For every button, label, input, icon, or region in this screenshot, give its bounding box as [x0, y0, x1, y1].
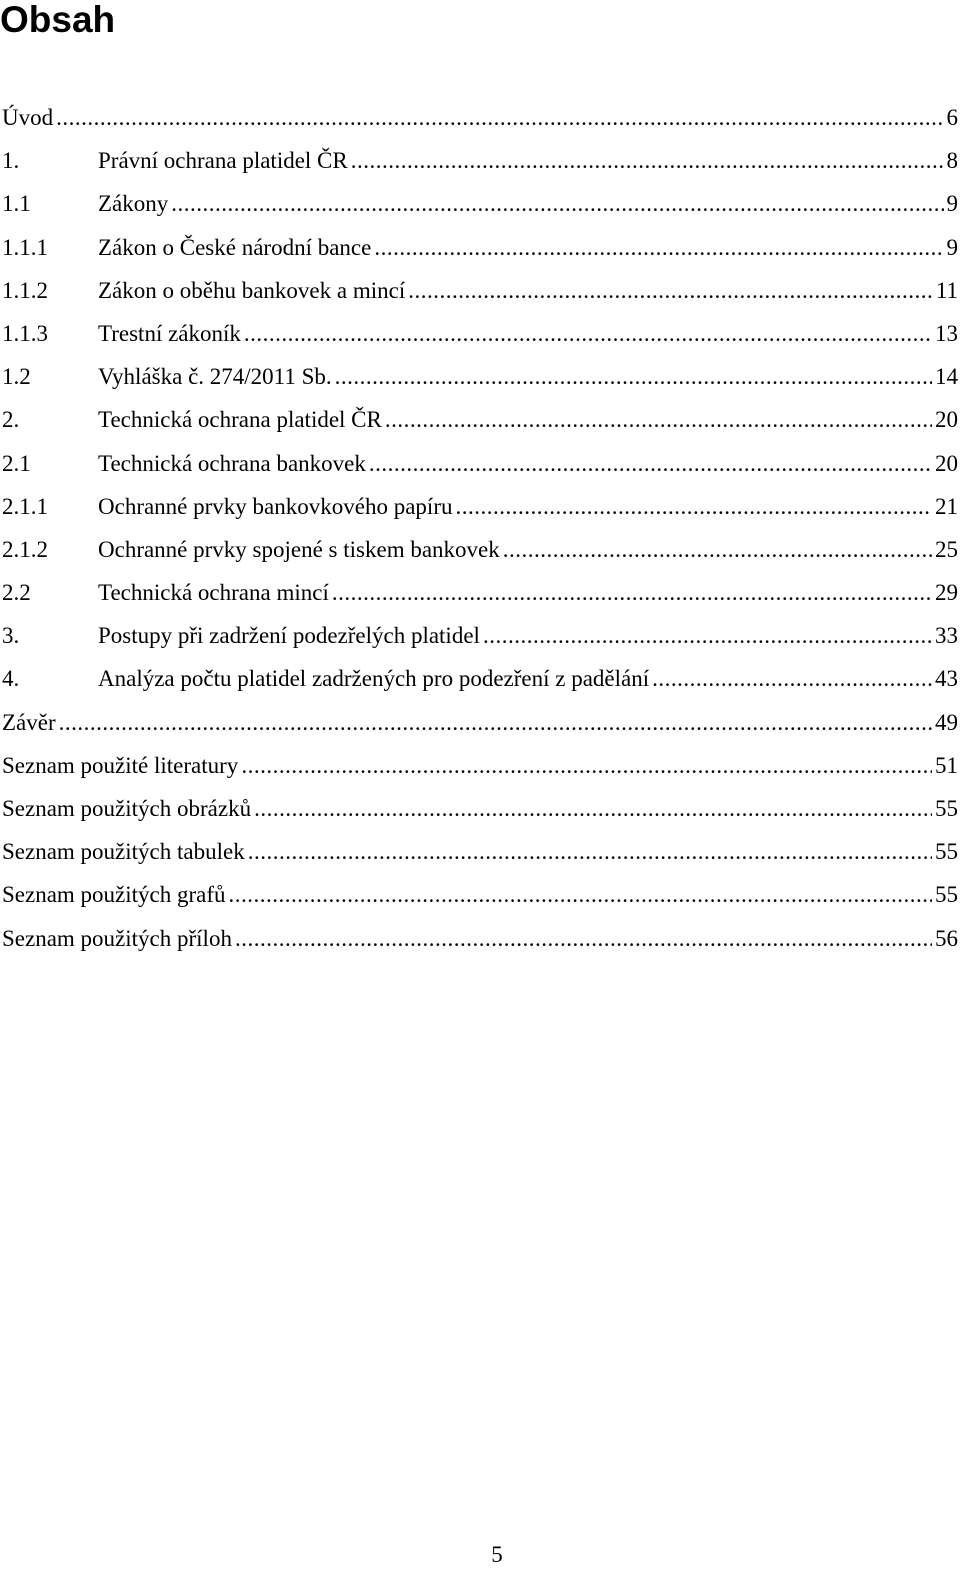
- toc-entry-title: Závěr: [2, 709, 56, 735]
- dot-leader: [254, 787, 932, 830]
- toc-entry-title: Seznam použitých tabulek: [2, 839, 245, 865]
- toc-entry[interactable]: [0, 528, 958, 571]
- toc-entry-title: Postupy při zadržení podezřelých platidel: [98, 623, 480, 649]
- toc-entry-page: 33: [935, 623, 958, 649]
- toc-entry-page: 20: [935, 407, 958, 433]
- toc-entry-title: Seznam použitých obrázků: [2, 796, 252, 821]
- toc-entry-page: 9: [946, 234, 958, 260]
- toc-entry-page: 49: [935, 709, 958, 735]
- toc-entry-title: Vyhláška č. 274/2011 Sb.: [98, 364, 332, 390]
- toc-entry-number: 3.: [2, 623, 20, 649]
- toc-entry[interactable]: [0, 787, 958, 830]
- toc-entry[interactable]: [0, 830, 958, 873]
- dot-leader: [56, 96, 943, 139]
- dot-leader: [248, 830, 932, 873]
- toc-entry[interactable]: [0, 614, 958, 657]
- dot-leader: [374, 226, 943, 269]
- toc-entry-number: 2.2: [2, 580, 31, 606]
- toc-entry-page: 14: [935, 364, 958, 390]
- toc-entry-number: 2.1.1: [2, 493, 48, 519]
- toc-entry-number: 1.2: [2, 364, 31, 390]
- toc-entry-number: 1.1: [2, 191, 31, 217]
- dot-leader: [171, 182, 943, 225]
- dot-leader: [483, 614, 932, 657]
- toc-entry[interactable]: [0, 355, 958, 398]
- toc-entry-title: Technická ochrana mincí: [98, 580, 329, 606]
- toc-entry[interactable]: [0, 571, 958, 614]
- dot-leader: [241, 744, 932, 787]
- toc-entry-page: 56: [935, 925, 958, 951]
- toc-entry[interactable]: [0, 485, 958, 528]
- dot-leader: [503, 528, 932, 571]
- toc-entry-page: 8: [946, 148, 958, 174]
- toc-entry-title: Zákony: [98, 191, 169, 217]
- toc-entry-title: Zákon o oběhu bankovek a mincí: [98, 277, 406, 303]
- dot-leader: [59, 701, 932, 744]
- dot-leader: [455, 485, 932, 528]
- toc-entry-title: Technická ochrana platidel ČR: [98, 407, 382, 433]
- toc-entry-page: 21: [935, 493, 958, 519]
- toc-entry-page: 29: [935, 580, 958, 606]
- toc-entry-title: Seznam použité literatury: [2, 752, 239, 778]
- toc-entry-number: 1.: [2, 148, 20, 174]
- toc-entry-page: 43: [935, 666, 958, 692]
- toc-entry[interactable]: [0, 96, 958, 139]
- dot-leader: [408, 269, 933, 312]
- toc-entry-title: Analýza počtu platidel zadržených pro podezření z padělání: [98, 666, 650, 692]
- toc-entry[interactable]: [0, 701, 958, 744]
- page-number: 5: [491, 1542, 503, 1567]
- toc-entry-title: Právní ochrana platidel ČR: [98, 148, 348, 174]
- toc-entry[interactable]: [0, 398, 958, 441]
- toc-entry[interactable]: [0, 139, 958, 182]
- toc-entry-page: 9: [946, 191, 958, 217]
- dot-leader: [652, 657, 932, 700]
- toc-entry-title: Seznam použitých grafů: [2, 882, 226, 908]
- toc-entry-title: Technická ochrana bankovek: [98, 450, 366, 476]
- toc-entry[interactable]: [0, 744, 958, 787]
- toc-entry-number: 1.1.3: [2, 320, 48, 346]
- toc-entry-page: 51: [935, 752, 958, 778]
- dot-leader: [332, 571, 932, 614]
- toc-entry[interactable]: [0, 873, 958, 916]
- dot-leader: [229, 873, 932, 916]
- toc-entry-title: Zákon o České národní bance: [98, 234, 372, 260]
- toc-entry-title: Úvod: [2, 105, 54, 130]
- dot-leader: [369, 442, 932, 485]
- toc-entry[interactable]: [0, 269, 958, 312]
- toc-entry[interactable]: [0, 226, 958, 269]
- toc-entry-title: Seznam použitých příloh: [2, 925, 232, 951]
- dot-leader: [351, 139, 944, 182]
- toc-entry-page: 55: [935, 839, 958, 865]
- page-title: Obsah: [0, 0, 116, 40]
- toc-entry[interactable]: [0, 182, 958, 225]
- toc-entry-number: 4.: [2, 666, 20, 692]
- toc-entry-page: 6: [946, 105, 958, 130]
- toc-entry[interactable]: [0, 917, 958, 960]
- table-of-contents: [0, 96, 958, 960]
- toc-entry-number: 2.: [2, 407, 20, 433]
- toc-entry-number: 2.1.2: [2, 536, 48, 562]
- dot-leader: [385, 398, 932, 441]
- toc-entry-page: 55: [935, 882, 958, 908]
- toc-entry-title: Trestní zákoník: [98, 320, 241, 346]
- toc-entry-page: 13: [935, 320, 958, 346]
- toc-entry[interactable]: [0, 657, 958, 700]
- toc-entry-page: 25: [935, 536, 958, 562]
- toc-entry-title: Ochranné prvky spojené s tiskem bankovek: [98, 536, 500, 562]
- toc-entry-page: 20: [935, 450, 958, 476]
- dot-leader: [335, 355, 932, 398]
- dot-leader: [244, 312, 932, 355]
- toc-entry-number: 1.1.1: [2, 234, 48, 260]
- toc-entry[interactable]: [0, 312, 958, 355]
- toc-entry-number: 2.1: [2, 450, 31, 476]
- toc-entry-number: 1.1.2: [2, 277, 48, 303]
- toc-entry-title: Ochranné prvky bankovkového papíru: [98, 493, 453, 519]
- toc-entry-page: 11: [935, 277, 958, 303]
- toc-entry[interactable]: [0, 442, 958, 485]
- toc-entry-page: 55: [935, 796, 958, 821]
- dot-leader: [235, 917, 932, 960]
